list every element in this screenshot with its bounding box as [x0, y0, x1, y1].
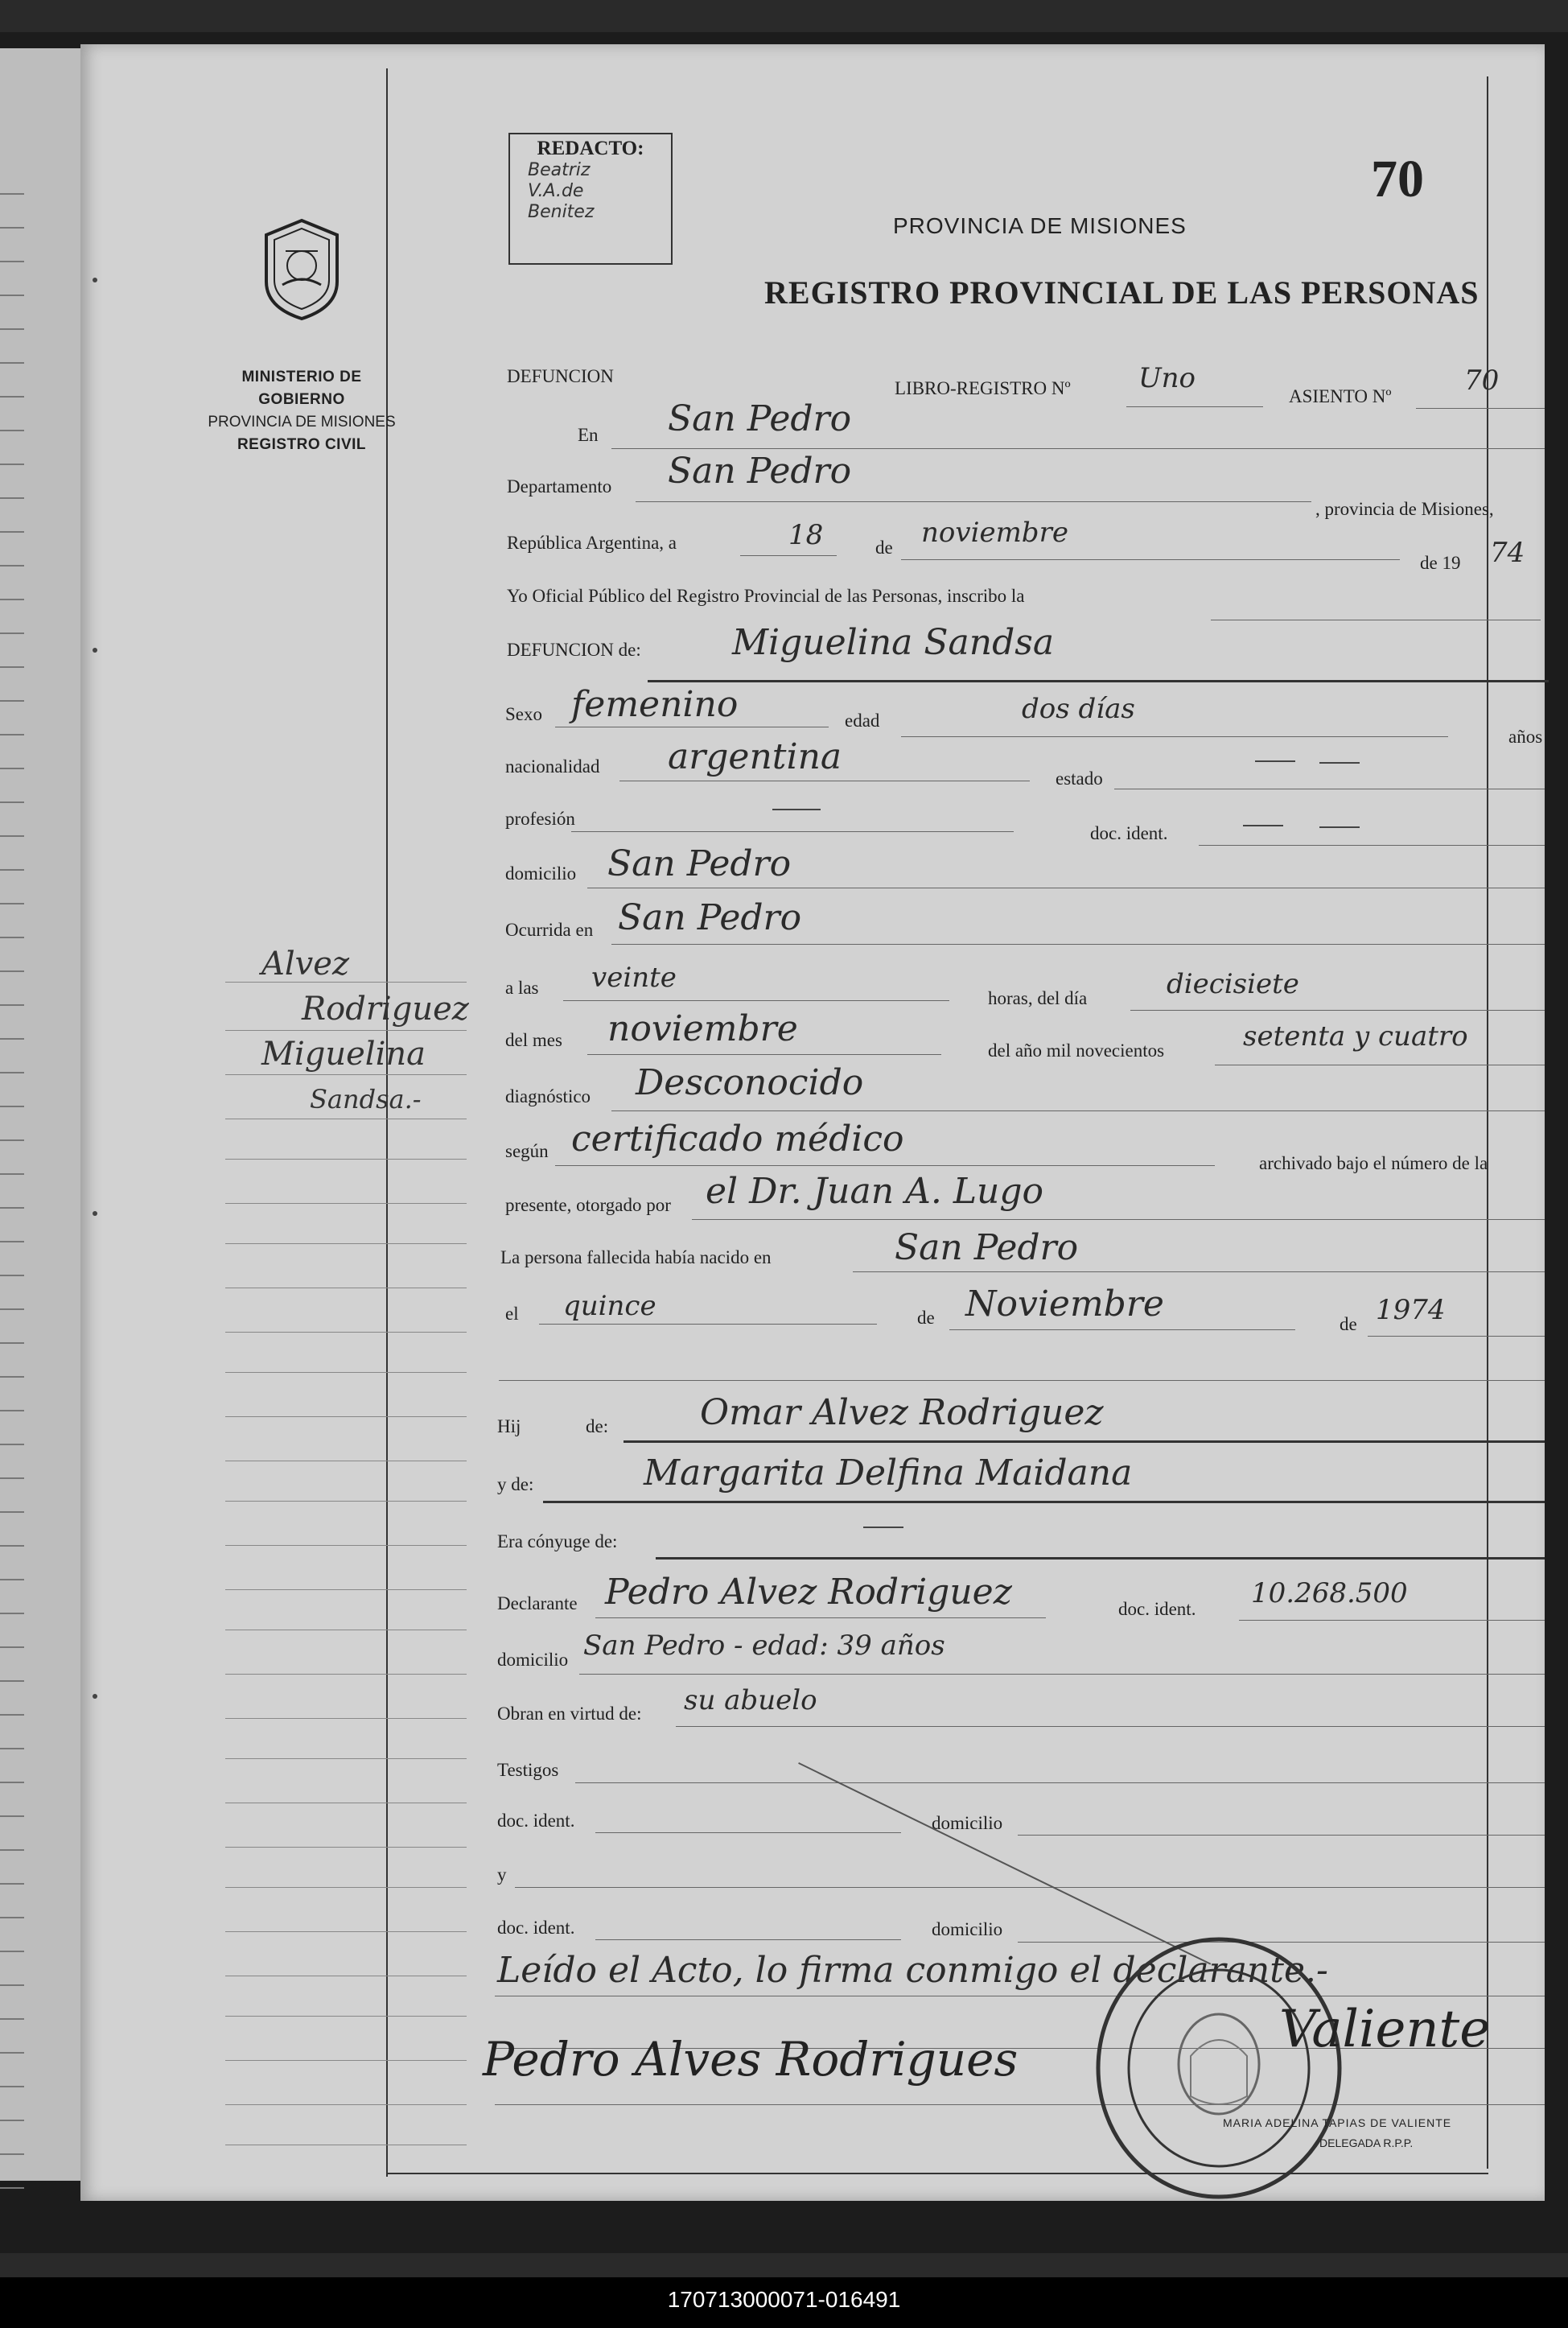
margin-note-line: Rodriguez — [302, 991, 469, 1028]
ledger-tick — [0, 734, 24, 735]
de-anio-label: de 19 — [1420, 553, 1461, 573]
testigo2-line — [515, 1887, 1545, 1888]
deceased-line — [648, 680, 1549, 682]
binding-hole — [93, 1211, 97, 1216]
ledger-tick — [0, 531, 24, 533]
register-page — [80, 44, 1545, 2201]
del-mes-label: del mes — [505, 1030, 562, 1050]
del-anio-label: del año mil novecientos — [988, 1040, 1165, 1061]
madre-line — [543, 1501, 1545, 1503]
diagnostico-value: Desconocido — [636, 1062, 864, 1103]
y-label: y — [497, 1864, 507, 1885]
obran-value: su abuelo — [684, 1684, 817, 1716]
ledger-tick — [0, 565, 24, 567]
redacto-name: Beatriz — [528, 160, 591, 180]
libro-line — [1126, 406, 1263, 407]
ledger-tick — [0, 1545, 24, 1547]
decl-domicilio-value: San Pedro - edad: 39 años — [583, 1630, 945, 1662]
domicilio-value: San Pedro — [607, 843, 792, 884]
a-las-label: a las — [505, 978, 539, 998]
folio-number: 70 — [1371, 150, 1424, 208]
ledger-tick — [0, 1342, 24, 1344]
ledger-tick — [0, 1849, 24, 1851]
ministry-name: MINISTERIO DE GOBIERNO — [241, 369, 362, 408]
obran-line — [676, 1726, 1545, 1727]
redacto-name: V.A.de — [528, 181, 584, 201]
ledger-tick — [0, 362, 24, 364]
testigos-line — [575, 1782, 1545, 1783]
declarante-line — [595, 1617, 1046, 1618]
ministry-province: PROVINCIA DE MISIONES — [208, 414, 396, 431]
ministry-header — [197, 366, 406, 456]
departamento-label: Departamento — [507, 476, 612, 497]
signature-line — [495, 2104, 1545, 2105]
domicilio-label: domicilio — [505, 863, 577, 884]
oficial-text: Yo Oficial Público del Registro Provincial de las Personas, inscribo la — [507, 586, 1025, 606]
closing-note: Leído el Acto, lo firma conmigo el declarante.- — [497, 1950, 1328, 1991]
ledger-tick — [0, 835, 24, 837]
declarant-signature: Pedro Alves Rodrigues — [483, 2032, 1019, 2087]
nac-dia-value: quince — [563, 1290, 656, 1322]
de-label: de — [875, 538, 893, 558]
ledger-tick — [0, 1782, 24, 1783]
segun-value: certificado médico — [571, 1119, 904, 1160]
redacto-name: Benitez — [528, 202, 595, 222]
anios-label: años — [1508, 727, 1543, 747]
ledger-tick — [0, 869, 24, 871]
ledger-tick — [0, 1308, 24, 1310]
doc-ident-dash — [1243, 825, 1283, 826]
obran-label: Obran en virtud de: — [497, 1704, 642, 1724]
decl-doc-value: 10.268.500 — [1251, 1577, 1408, 1609]
anio-texto-value: setenta y cuatro — [1243, 1020, 1468, 1053]
binding-hole — [93, 648, 97, 653]
y-de-label: y de: — [497, 1474, 534, 1494]
asiento-line — [1416, 408, 1545, 409]
diagnostico-line — [611, 1110, 1545, 1111]
official-stamp-role: DELEGADA R.P.P. — [1319, 2136, 1414, 2149]
nac-de-label: de — [917, 1308, 935, 1328]
ledger-tick — [0, 464, 24, 465]
en-line — [611, 448, 1545, 449]
decl-doc-line — [1239, 1620, 1545, 1621]
ledger-tick — [0, 1072, 24, 1073]
nacionalidad-value: argentina — [668, 736, 842, 777]
ledger-tick — [0, 1748, 24, 1749]
mes-value: noviembre — [921, 517, 1068, 549]
del-mes-line — [587, 1054, 941, 1055]
anio-value: 74 — [1490, 537, 1525, 569]
margin-column — [129, 44, 469, 2201]
ledger-tick — [0, 632, 24, 634]
hora-line — [563, 1000, 949, 1001]
estado-label: estado — [1056, 768, 1103, 789]
ledger-tick — [0, 1579, 24, 1580]
ledger-tick — [0, 666, 24, 668]
previous-page-edge — [0, 48, 80, 2181]
medico-value: el Dr. Juan A. Lugo — [706, 1171, 1044, 1212]
padre-value: Omar Alvez Rodriguez — [700, 1392, 1104, 1433]
blank-line — [499, 1380, 1545, 1381]
medico-line — [692, 1219, 1545, 1220]
asiento-label: ASIENTO Nº — [1289, 386, 1392, 406]
ledger-tick — [0, 1038, 24, 1040]
death-record-form — [402, 44, 1543, 2201]
conyuge-label: Era cónyuge de: — [497, 1531, 618, 1551]
ledger-tick — [0, 903, 24, 904]
edad-line — [901, 736, 1448, 737]
dia-line — [740, 555, 837, 556]
libro-label: LIBRO-REGISTRO Nº — [895, 378, 1071, 398]
doc-ident-dash — [1319, 826, 1360, 828]
decl-doc-label: doc. ident. — [1118, 1599, 1196, 1619]
profesion-line — [571, 831, 1014, 832]
ledger-tick — [0, 1511, 24, 1513]
ledger-tick — [0, 328, 24, 330]
official-stamp-name: MARIA ADELINA TAPIAS DE VALIENTE — [1223, 2116, 1452, 2129]
ledger-tick — [0, 1139, 24, 1141]
departamento-line — [636, 501, 1311, 502]
binding-hole — [93, 278, 97, 282]
asiento-value: 70 — [1464, 365, 1500, 397]
edad-label: edad — [845, 711, 880, 731]
nac-de2-label: de — [1340, 1314, 1357, 1334]
province-heading: PROVINCIA DE MISIONES — [893, 213, 1187, 238]
testigos-label: Testigos — [497, 1760, 559, 1780]
mes-line — [901, 559, 1400, 560]
nac-anio-line — [1368, 1336, 1545, 1337]
provincial-seal-icon — [261, 217, 342, 322]
testigo1-dom-line — [1018, 1835, 1545, 1836]
profesion-label: profesión — [505, 809, 575, 829]
ledger-tick — [0, 1917, 24, 1918]
dia-texto-value: diecisiete — [1167, 968, 1299, 1000]
declarante-label: Declarante — [497, 1593, 578, 1613]
ledger-tick — [0, 937, 24, 938]
en-value: San Pedro — [668, 398, 852, 439]
provincia-suffix: , provincia de Misiones, — [1315, 499, 1494, 519]
redacto-box — [508, 133, 673, 265]
ledger-tick — [0, 599, 24, 600]
decl-domicilio-label: domicilio — [497, 1650, 569, 1670]
ledger-tick — [0, 2086, 24, 2087]
profesion-dash — [772, 809, 821, 810]
segun-label: según — [505, 1141, 549, 1161]
ledger-tick — [0, 1004, 24, 1006]
testigo2-doc-label: doc. ident. — [497, 1918, 575, 1938]
official-signature: Valiente — [1279, 2000, 1491, 2059]
official-seal-stamp-icon — [1094, 1935, 1344, 2201]
ledger-tick — [0, 700, 24, 702]
registry-title: REGISTRO PROVINCIAL DE LAS PERSONAS — [764, 274, 1480, 311]
padre-line — [623, 1440, 1545, 1443]
ministry-registry: REGISTRO CIVIL — [237, 436, 367, 453]
ledger-tick — [0, 1815, 24, 1817]
ledger-tick — [0, 1680, 24, 1682]
ledger-tick — [0, 227, 24, 229]
ledger-tick — [0, 768, 24, 769]
ocurrida-line — [611, 944, 1545, 945]
binding-hole — [93, 1694, 97, 1699]
ledger-tick — [0, 1410, 24, 1411]
presente-label: presente, otorgado por — [505, 1195, 671, 1215]
hij-label: Hij — [497, 1416, 521, 1436]
del-mes-value: noviembre — [607, 1008, 798, 1049]
dia-value: 18 — [788, 519, 824, 551]
ledger-tick — [0, 1106, 24, 1107]
conyuge-dash — [863, 1527, 903, 1528]
ledger-tick — [0, 2052, 24, 2054]
ledger-tick — [0, 1477, 24, 1479]
nac-mes-value: Noviembre — [965, 1283, 1164, 1325]
ledger-tick — [0, 1714, 24, 1716]
ocurrida-value: San Pedro — [618, 897, 802, 938]
decl-domicilio-line — [579, 1674, 1545, 1675]
ledger-tick — [0, 1646, 24, 1648]
nac-anio-value: 1974 — [1376, 1294, 1446, 1326]
ledger-tick — [0, 1883, 24, 1885]
image-id-caption: 170713000071-016491 — [667, 2287, 901, 2312]
deceased-name: Miguelina Sandsa — [732, 622, 1055, 663]
hora-value: veinte — [591, 962, 677, 994]
madre-value: Margarita Delfina Maidana — [644, 1452, 1133, 1494]
edad-value: dos días — [1022, 693, 1135, 725]
estado-dash — [1319, 762, 1360, 764]
sexo-value: femenino — [571, 684, 739, 725]
ledger-tick — [0, 2120, 24, 2121]
redacto-label: REDACTO: — [537, 138, 644, 159]
ledger-tick — [0, 497, 24, 499]
horas-dia-label: horas, del día — [988, 988, 1088, 1008]
sexo-label: Sexo — [505, 704, 542, 724]
ocurrida-label: Ocurrida en — [505, 920, 594, 940]
defuncion-de-label: DEFUNCION de: — [507, 640, 641, 660]
testigo1-doc-label: doc. ident. — [497, 1811, 575, 1831]
ledger-tick — [0, 1207, 24, 1209]
ledger-tick — [0, 2153, 24, 2155]
nac-mes-line — [949, 1329, 1295, 1330]
ledger-tick — [0, 970, 24, 972]
en-label: En — [578, 425, 599, 445]
testigos-cancel-stroke — [798, 1762, 1211, 1965]
testigo1-dom-label: domicilio — [932, 1813, 1003, 1833]
ledger-tick — [0, 261, 24, 262]
ledger-tick — [0, 396, 24, 398]
diagnostico-label: diagnóstico — [505, 1086, 591, 1106]
ledger-tick — [0, 2187, 24, 2189]
ledger-tick — [0, 2018, 24, 2020]
ledger-tick — [0, 430, 24, 431]
margin-note-line: Miguelina — [261, 1036, 426, 1073]
republica-label: República Argentina, a — [507, 533, 677, 553]
testigo2-dom-label: domicilio — [932, 1919, 1003, 1939]
ledger-tick — [0, 193, 24, 195]
testigo2-doc-line — [595, 1939, 901, 1940]
ledger-tick — [0, 1984, 24, 1986]
doc-ident-line — [1199, 845, 1545, 846]
el-label: el — [505, 1304, 519, 1324]
ledger-tick — [0, 1376, 24, 1378]
nacido-value: San Pedro — [895, 1227, 1079, 1268]
ledger-tick — [0, 295, 24, 296]
doc-ident-label: doc. ident. — [1090, 823, 1168, 843]
conyuge-line — [656, 1557, 1545, 1560]
ledger-tick — [0, 1444, 24, 1445]
ledger-tick — [0, 1613, 24, 1614]
archivado-label: archivado bajo el número de la — [1259, 1153, 1488, 1173]
nacido-label: La persona fallecida había nacido en — [500, 1247, 772, 1267]
departamento-value: San Pedro — [668, 451, 852, 492]
ledger-tick — [0, 1275, 24, 1276]
nac-dia-line — [539, 1324, 877, 1325]
estado-dash — [1255, 760, 1295, 762]
ledger-tick — [0, 801, 24, 803]
defuncion-heading: DEFUNCION — [507, 366, 614, 386]
nacionalidad-label: nacionalidad — [505, 756, 600, 777]
libro-value: Uno — [1138, 362, 1196, 394]
ledger-tick — [0, 1951, 24, 1952]
nacido-line — [853, 1271, 1545, 1272]
margin-note-line: Alvez — [261, 946, 350, 983]
declarante-value: Pedro Alvez Rodriguez — [605, 1572, 1012, 1613]
margin-note-line: Sandsa.- — [310, 1084, 422, 1115]
dia-texto-line — [1130, 1010, 1545, 1011]
ledger-tick — [0, 1241, 24, 1242]
ledger-tick — [0, 1173, 24, 1175]
testigo1-doc-line — [595, 1832, 901, 1833]
segun-line — [555, 1165, 1215, 1166]
hij-de-label: de: — [586, 1416, 609, 1436]
